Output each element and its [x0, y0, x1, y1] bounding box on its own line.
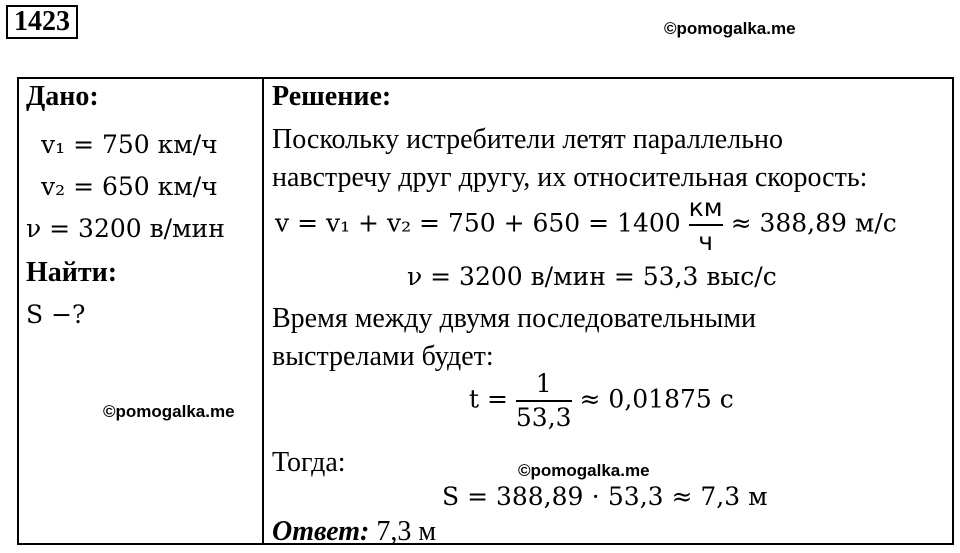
eq1-left: v = v₁ + v₂ = 750 + 650 = 1400 — [275, 208, 681, 238]
solution-text-line3: Время между двумя последовательными — [272, 303, 757, 334]
find-value: S −? — [26, 300, 86, 329]
solution-text-line4: выстрелами будет: — [272, 341, 494, 372]
problem-number: 1423 — [6, 5, 78, 39]
equation-distance: S = 388,89 ⋅ 53,3 ≈ 7,3 м — [442, 482, 768, 511]
eq3-right: ≈ 0,01875 с — [579, 384, 734, 414]
solution-table — [17, 77, 954, 545]
eq1-unit-den: ч — [698, 227, 714, 256]
given-v2: v₂ = 650 км/ч — [41, 172, 218, 201]
equation-fire-rate: ν = 3200 в/мин = 53,3 выс/с — [407, 262, 777, 291]
then-text: Тогда: — [272, 447, 346, 478]
solution-text-line1: Поскольку истребители летят параллельно — [272, 124, 783, 155]
solution-heading: Решение: — [272, 81, 392, 112]
eq3-fraction-bar — [516, 400, 572, 402]
eq1-unit-num: км — [688, 193, 723, 222]
given-heading: Дано: — [26, 81, 99, 112]
given-nu: ν = 3200 в/мин — [26, 214, 225, 243]
eq3-left: t = — [469, 384, 508, 414]
equation-time — [469, 369, 734, 433]
eq3-fraction — [516, 369, 572, 433]
watermark-top: ©pomogalka.me — [664, 19, 796, 38]
find-heading: Найти: — [26, 257, 118, 288]
eq1-right: ≈ 388,89 м/с — [730, 208, 897, 238]
eq3-den: 53,3 — [515, 403, 572, 432]
given-v1: v₁ = 750 км/ч — [41, 130, 218, 159]
watermark-middle: ©pomogalka.me — [518, 461, 650, 480]
eq1-fraction-bar — [689, 224, 723, 226]
column-divider — [262, 79, 264, 543]
watermark-left: ©pomogalka.me — [103, 402, 235, 421]
equation-relative-speed — [275, 193, 897, 257]
answer — [272, 516, 436, 548]
solution-text-line2: навстречу друг другу, их относительная скорость: — [272, 162, 868, 193]
answer-value: 7,3 м — [376, 516, 437, 547]
answer-label: Ответ: — [272, 516, 370, 547]
eq1-unit-fraction — [689, 193, 723, 257]
eq3-num: 1 — [535, 369, 552, 398]
